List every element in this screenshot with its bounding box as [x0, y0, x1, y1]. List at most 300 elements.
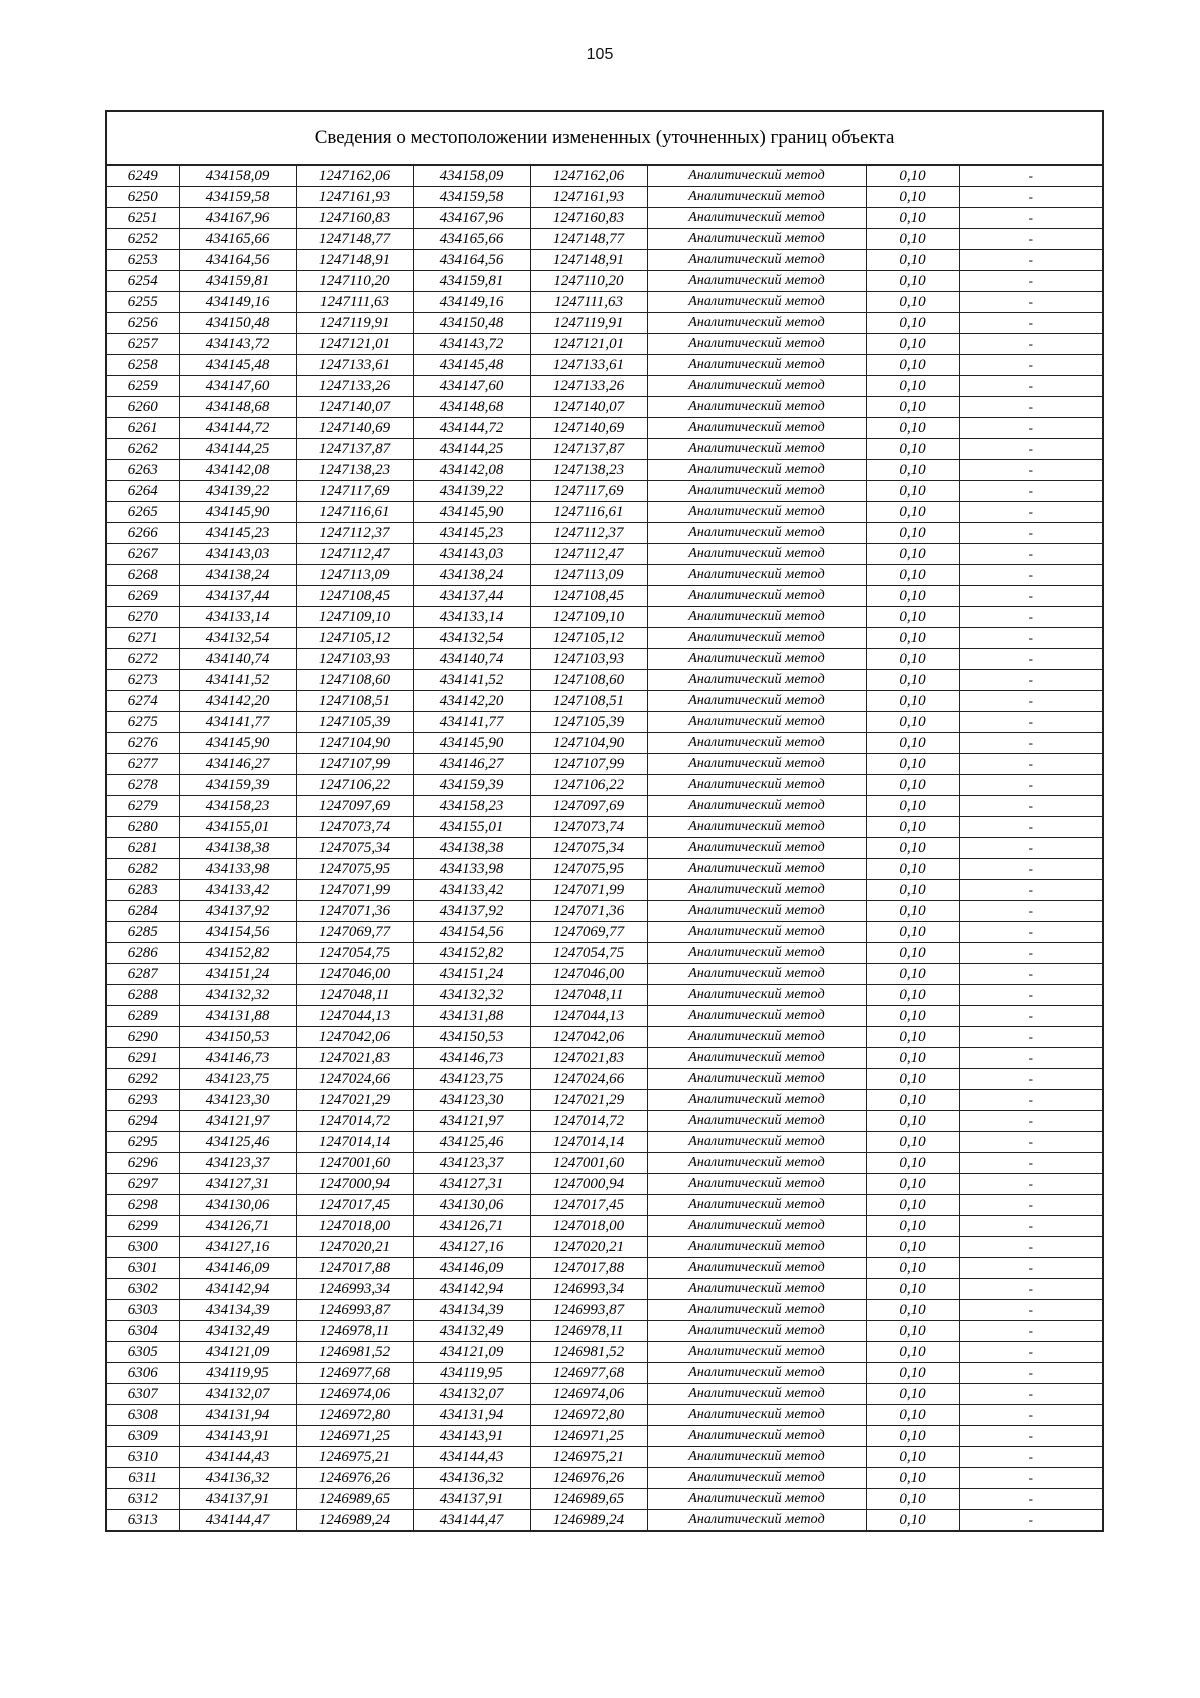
x-coordinate-old-cell: 434145,48: [179, 355, 296, 376]
y-coordinate-new-cell: 1247105,39: [530, 712, 647, 733]
accuracy-cell: 0,10: [866, 292, 959, 313]
note-cell: -: [959, 880, 1103, 901]
table-row: [106, 691, 1103, 712]
accuracy-cell: 0,10: [866, 376, 959, 397]
point-number-cell: 6268: [106, 565, 179, 586]
note-cell: -: [959, 187, 1103, 208]
y-coordinate-old-cell: 1247112,47: [296, 544, 413, 565]
point-number-cell: 6269: [106, 586, 179, 607]
x-coordinate-old-cell: 434119,95: [179, 1363, 296, 1384]
table-row: [106, 1069, 1103, 1090]
x-coordinate-new-cell: 434154,56: [413, 922, 530, 943]
table-row: [106, 1027, 1103, 1048]
accuracy-cell: 0,10: [866, 1405, 959, 1426]
x-coordinate-old-cell: 434146,27: [179, 754, 296, 775]
point-number-cell: 6282: [106, 859, 179, 880]
y-coordinate-new-cell: 1246993,87: [530, 1300, 647, 1321]
table-row: [106, 628, 1103, 649]
method-cell: Аналитический метод: [647, 1090, 866, 1111]
x-coordinate-old-cell: 434143,91: [179, 1426, 296, 1447]
point-number-cell: 6306: [106, 1363, 179, 1384]
method-cell: Аналитический метод: [647, 1216, 866, 1237]
method-cell: Аналитический метод: [647, 1405, 866, 1426]
y-coordinate-old-cell: 1247017,45: [296, 1195, 413, 1216]
point-number-cell: 6286: [106, 943, 179, 964]
method-cell: Аналитический метод: [647, 943, 866, 964]
note-cell: -: [959, 334, 1103, 355]
accuracy-cell: 0,10: [866, 607, 959, 628]
note-cell: -: [959, 460, 1103, 481]
y-coordinate-old-cell: 1247017,88: [296, 1258, 413, 1279]
method-cell: Аналитический метод: [647, 1363, 866, 1384]
x-coordinate-old-cell: 434132,32: [179, 985, 296, 1006]
table-row: [106, 439, 1103, 460]
x-coordinate-new-cell: 434159,81: [413, 271, 530, 292]
y-coordinate-old-cell: 1246989,65: [296, 1489, 413, 1510]
x-coordinate-new-cell: 434137,92: [413, 901, 530, 922]
note-cell: -: [959, 859, 1103, 880]
point-number-cell: 6295: [106, 1132, 179, 1153]
note-cell: -: [959, 355, 1103, 376]
point-number-cell: 6276: [106, 733, 179, 754]
x-coordinate-new-cell: 434151,24: [413, 964, 530, 985]
accuracy-cell: 0,10: [866, 565, 959, 586]
x-coordinate-old-cell: 434145,90: [179, 733, 296, 754]
y-coordinate-old-cell: 1246993,34: [296, 1279, 413, 1300]
x-coordinate-old-cell: 434127,16: [179, 1237, 296, 1258]
y-coordinate-new-cell: 1247133,26: [530, 376, 647, 397]
table-row: [106, 376, 1103, 397]
y-coordinate-new-cell: 1247106,22: [530, 775, 647, 796]
table-title: Сведения о местоположении измененных (уточненных) границ объекта: [106, 111, 1103, 165]
point-number-cell: 6266: [106, 523, 179, 544]
point-number-cell: 6257: [106, 334, 179, 355]
x-coordinate-old-cell: 434146,09: [179, 1258, 296, 1279]
x-coordinate-old-cell: 434133,98: [179, 859, 296, 880]
point-number-cell: 6313: [106, 1510, 179, 1532]
y-coordinate-old-cell: 1247097,69: [296, 796, 413, 817]
y-coordinate-old-cell: 1247073,74: [296, 817, 413, 838]
x-coordinate-new-cell: 434121,09: [413, 1342, 530, 1363]
x-coordinate-new-cell: 434144,72: [413, 418, 530, 439]
note-cell: -: [959, 1279, 1103, 1300]
table-row: [106, 649, 1103, 670]
x-coordinate-new-cell: 434140,74: [413, 649, 530, 670]
table-row: [106, 481, 1103, 502]
x-coordinate-new-cell: 434167,96: [413, 208, 530, 229]
x-coordinate-new-cell: 434134,39: [413, 1300, 530, 1321]
point-number-cell: 6293: [106, 1090, 179, 1111]
accuracy-cell: 0,10: [866, 712, 959, 733]
y-coordinate-new-cell: 1247148,77: [530, 229, 647, 250]
x-coordinate-old-cell: 434167,96: [179, 208, 296, 229]
x-coordinate-old-cell: 434136,32: [179, 1468, 296, 1489]
note-cell: -: [959, 1069, 1103, 1090]
point-number-cell: 6310: [106, 1447, 179, 1468]
y-coordinate-old-cell: 1247160,83: [296, 208, 413, 229]
table-row: [106, 460, 1103, 481]
y-coordinate-new-cell: 1247121,01: [530, 334, 647, 355]
y-coordinate-new-cell: 1247138,23: [530, 460, 647, 481]
table-row: [106, 1426, 1103, 1447]
method-cell: Аналитический метод: [647, 397, 866, 418]
note-cell: -: [959, 502, 1103, 523]
point-number-cell: 6258: [106, 355, 179, 376]
y-coordinate-old-cell: 1247110,20: [296, 271, 413, 292]
method-cell: Аналитический метод: [647, 292, 866, 313]
x-coordinate-new-cell: 434121,97: [413, 1111, 530, 1132]
method-cell: Аналитический метод: [647, 355, 866, 376]
x-coordinate-old-cell: 434121,09: [179, 1342, 296, 1363]
table-row: [106, 544, 1103, 565]
table-row: [106, 334, 1103, 355]
table-row: [106, 1090, 1103, 1111]
x-coordinate-new-cell: 434143,91: [413, 1426, 530, 1447]
x-coordinate-old-cell: 434130,06: [179, 1195, 296, 1216]
note-cell: -: [959, 1405, 1103, 1426]
note-cell: -: [959, 628, 1103, 649]
accuracy-cell: 0,10: [866, 165, 959, 187]
method-cell: Аналитический метод: [647, 985, 866, 1006]
table-row: [106, 838, 1103, 859]
note-cell: -: [959, 901, 1103, 922]
x-coordinate-new-cell: 434143,03: [413, 544, 530, 565]
x-coordinate-new-cell: 434148,68: [413, 397, 530, 418]
accuracy-cell: 0,10: [866, 439, 959, 460]
y-coordinate-new-cell: 1247108,51: [530, 691, 647, 712]
accuracy-cell: 0,10: [866, 502, 959, 523]
y-coordinate-new-cell: 1247014,14: [530, 1132, 647, 1153]
y-coordinate-new-cell: 1247140,07: [530, 397, 647, 418]
accuracy-cell: 0,10: [866, 313, 959, 334]
x-coordinate-old-cell: 434138,24: [179, 565, 296, 586]
method-cell: Аналитический метод: [647, 481, 866, 502]
point-number-cell: 6297: [106, 1174, 179, 1195]
table-row: [106, 1363, 1103, 1384]
y-coordinate-old-cell: 1247021,83: [296, 1048, 413, 1069]
x-coordinate-new-cell: 434143,72: [413, 334, 530, 355]
table-row: [106, 754, 1103, 775]
point-number-cell: 6300: [106, 1237, 179, 1258]
x-coordinate-new-cell: 434155,01: [413, 817, 530, 838]
note-cell: -: [959, 649, 1103, 670]
y-coordinate-new-cell: 1247103,93: [530, 649, 647, 670]
y-coordinate-new-cell: 1247119,91: [530, 313, 647, 334]
y-coordinate-new-cell: 1247021,83: [530, 1048, 647, 1069]
y-coordinate-new-cell: 1247044,13: [530, 1006, 647, 1027]
y-coordinate-new-cell: 1247105,12: [530, 628, 647, 649]
method-cell: Аналитический метод: [647, 880, 866, 901]
method-cell: Аналитический метод: [647, 586, 866, 607]
y-coordinate-new-cell: 1247110,20: [530, 271, 647, 292]
table-row: [106, 901, 1103, 922]
method-cell: Аналитический метод: [647, 1027, 866, 1048]
note-cell: -: [959, 775, 1103, 796]
method-cell: Аналитический метод: [647, 691, 866, 712]
method-cell: Аналитический метод: [647, 607, 866, 628]
y-coordinate-old-cell: 1247104,90: [296, 733, 413, 754]
point-number-cell: 6298: [106, 1195, 179, 1216]
point-number-cell: 6294: [106, 1111, 179, 1132]
y-coordinate-old-cell: 1247075,34: [296, 838, 413, 859]
y-coordinate-old-cell: 1247103,93: [296, 649, 413, 670]
y-coordinate-old-cell: 1247020,21: [296, 1237, 413, 1258]
y-coordinate-new-cell: 1247133,61: [530, 355, 647, 376]
y-coordinate-old-cell: 1246974,06: [296, 1384, 413, 1405]
note-cell: -: [959, 544, 1103, 565]
table-row: [106, 1153, 1103, 1174]
y-coordinate-new-cell: 1247140,69: [530, 418, 647, 439]
table-row: [106, 670, 1103, 691]
table-row: [106, 1195, 1103, 1216]
point-number-cell: 6250: [106, 187, 179, 208]
x-coordinate-new-cell: 434152,82: [413, 943, 530, 964]
method-cell: Аналитический метод: [647, 1111, 866, 1132]
y-coordinate-new-cell: 1247097,69: [530, 796, 647, 817]
x-coordinate-new-cell: 434138,24: [413, 565, 530, 586]
x-coordinate-new-cell: 434150,53: [413, 1027, 530, 1048]
table-row: [106, 1174, 1103, 1195]
table-row: [106, 1300, 1103, 1321]
note-cell: -: [959, 1384, 1103, 1405]
point-number-cell: 6304: [106, 1321, 179, 1342]
y-coordinate-new-cell: 1246972,80: [530, 1405, 647, 1426]
y-coordinate-old-cell: 1247140,07: [296, 397, 413, 418]
method-cell: Аналитический метод: [647, 523, 866, 544]
y-coordinate-new-cell: 1247112,37: [530, 523, 647, 544]
method-cell: Аналитический метод: [647, 1468, 866, 1489]
note-cell: -: [959, 985, 1103, 1006]
accuracy-cell: 0,10: [866, 1069, 959, 1090]
point-number-cell: 6288: [106, 985, 179, 1006]
point-number-cell: 6263: [106, 460, 179, 481]
accuracy-cell: 0,10: [866, 817, 959, 838]
x-coordinate-new-cell: 434144,43: [413, 1447, 530, 1468]
y-coordinate-new-cell: 1247001,60: [530, 1153, 647, 1174]
point-number-cell: 6265: [106, 502, 179, 523]
accuracy-cell: 0,10: [866, 1006, 959, 1027]
note-cell: -: [959, 586, 1103, 607]
accuracy-cell: 0,10: [866, 1174, 959, 1195]
table-row: [106, 775, 1103, 796]
table-row: [106, 1468, 1103, 1489]
x-coordinate-new-cell: 434132,49: [413, 1321, 530, 1342]
table-row: [106, 1111, 1103, 1132]
y-coordinate-old-cell: 1247138,23: [296, 460, 413, 481]
x-coordinate-new-cell: 434141,77: [413, 712, 530, 733]
x-coordinate-new-cell: 434133,42: [413, 880, 530, 901]
accuracy-cell: 0,10: [866, 985, 959, 1006]
x-coordinate-new-cell: 434133,14: [413, 607, 530, 628]
point-number-cell: 6305: [106, 1342, 179, 1363]
y-coordinate-new-cell: 1246989,24: [530, 1510, 647, 1532]
y-coordinate-new-cell: 1247069,77: [530, 922, 647, 943]
point-number-cell: 6259: [106, 376, 179, 397]
x-coordinate-old-cell: 434150,53: [179, 1027, 296, 1048]
y-coordinate-new-cell: 1247024,66: [530, 1069, 647, 1090]
note-cell: -: [959, 1153, 1103, 1174]
table-row: [106, 1489, 1103, 1510]
table-row: [106, 313, 1103, 334]
method-cell: Аналитический метод: [647, 439, 866, 460]
y-coordinate-new-cell: 1247137,87: [530, 439, 647, 460]
method-cell: Аналитический метод: [647, 649, 866, 670]
y-coordinate-new-cell: 1246976,26: [530, 1468, 647, 1489]
x-coordinate-old-cell: 434159,39: [179, 775, 296, 796]
method-cell: Аналитический метод: [647, 1447, 866, 1468]
note-cell: -: [959, 565, 1103, 586]
point-number-cell: 6307: [106, 1384, 179, 1405]
x-coordinate-old-cell: 434132,54: [179, 628, 296, 649]
x-coordinate-old-cell: 434137,44: [179, 586, 296, 607]
y-coordinate-old-cell: 1247000,94: [296, 1174, 413, 1195]
note-cell: -: [959, 1342, 1103, 1363]
table-row: [106, 1384, 1103, 1405]
note-cell: -: [959, 523, 1103, 544]
table-row: [106, 943, 1103, 964]
point-number-cell: 6252: [106, 229, 179, 250]
method-cell: Аналитический метод: [647, 1069, 866, 1090]
x-coordinate-new-cell: 434127,16: [413, 1237, 530, 1258]
point-number-cell: 6308: [106, 1405, 179, 1426]
y-coordinate-new-cell: 1247017,45: [530, 1195, 647, 1216]
y-coordinate-new-cell: 1247162,06: [530, 165, 647, 187]
x-coordinate-old-cell: 434131,94: [179, 1405, 296, 1426]
y-coordinate-old-cell: 1247112,37: [296, 523, 413, 544]
accuracy-cell: 0,10: [866, 859, 959, 880]
note-cell: -: [959, 1174, 1103, 1195]
accuracy-cell: 0,10: [866, 1132, 959, 1153]
y-coordinate-new-cell: 1247108,60: [530, 670, 647, 691]
accuracy-cell: 0,10: [866, 838, 959, 859]
y-coordinate-old-cell: 1247046,00: [296, 964, 413, 985]
x-coordinate-new-cell: 434137,91: [413, 1489, 530, 1510]
point-number-cell: 6279: [106, 796, 179, 817]
y-coordinate-new-cell: 1247148,91: [530, 250, 647, 271]
y-coordinate-old-cell: 1247162,06: [296, 165, 413, 187]
note-cell: -: [959, 1510, 1103, 1532]
table-row: [106, 1258, 1103, 1279]
note-cell: -: [959, 1216, 1103, 1237]
accuracy-cell: 0,10: [866, 1321, 959, 1342]
method-cell: Аналитический метод: [647, 544, 866, 565]
accuracy-cell: 0,10: [866, 481, 959, 502]
x-coordinate-old-cell: 434127,31: [179, 1174, 296, 1195]
note-cell: -: [959, 313, 1103, 334]
note-cell: -: [959, 691, 1103, 712]
accuracy-cell: 0,10: [866, 397, 959, 418]
y-coordinate-new-cell: 1247160,83: [530, 208, 647, 229]
x-coordinate-new-cell: 434144,47: [413, 1510, 530, 1532]
y-coordinate-new-cell: 1247017,88: [530, 1258, 647, 1279]
x-coordinate-old-cell: 434144,43: [179, 1447, 296, 1468]
y-coordinate-new-cell: 1247109,10: [530, 607, 647, 628]
y-coordinate-new-cell: 1247054,75: [530, 943, 647, 964]
point-number-cell: 6274: [106, 691, 179, 712]
x-coordinate-old-cell: 434133,42: [179, 880, 296, 901]
method-cell: Аналитический метод: [647, 1006, 866, 1027]
note-cell: -: [959, 1258, 1103, 1279]
point-number-cell: 6264: [106, 481, 179, 502]
accuracy-cell: 0,10: [866, 1090, 959, 1111]
point-number-cell: 6277: [106, 754, 179, 775]
table-row: [106, 1237, 1103, 1258]
x-coordinate-new-cell: 434144,25: [413, 439, 530, 460]
y-coordinate-old-cell: 1247107,99: [296, 754, 413, 775]
x-coordinate-old-cell: 434143,03: [179, 544, 296, 565]
method-cell: Аналитический метод: [647, 1153, 866, 1174]
table-row: [106, 1405, 1103, 1426]
table-row: [106, 712, 1103, 733]
accuracy-cell: 0,10: [866, 586, 959, 607]
accuracy-cell: 0,10: [866, 1489, 959, 1510]
x-coordinate-new-cell: 434147,60: [413, 376, 530, 397]
x-coordinate-old-cell: 434132,07: [179, 1384, 296, 1405]
accuracy-cell: 0,10: [866, 733, 959, 754]
method-cell: Аналитический метод: [647, 1048, 866, 1069]
x-coordinate-new-cell: 434127,31: [413, 1174, 530, 1195]
accuracy-cell: 0,10: [866, 1426, 959, 1447]
y-coordinate-old-cell: 1247048,11: [296, 985, 413, 1006]
y-coordinate-old-cell: 1246975,21: [296, 1447, 413, 1468]
table-row: [106, 733, 1103, 754]
note-cell: -: [959, 796, 1103, 817]
y-coordinate-old-cell: 1247113,09: [296, 565, 413, 586]
y-coordinate-new-cell: 1247018,00: [530, 1216, 647, 1237]
table-row: [106, 502, 1103, 523]
table-row: [106, 165, 1103, 187]
method-cell: Аналитический метод: [647, 1321, 866, 1342]
method-cell: Аналитический метод: [647, 1384, 866, 1405]
point-number-cell: 6291: [106, 1048, 179, 1069]
y-coordinate-new-cell: 1246977,68: [530, 1363, 647, 1384]
method-cell: Аналитический метод: [647, 250, 866, 271]
x-coordinate-old-cell: 434152,82: [179, 943, 296, 964]
method-cell: Аналитический метод: [647, 1510, 866, 1532]
note-cell: -: [959, 1195, 1103, 1216]
accuracy-cell: 0,10: [866, 460, 959, 481]
table-row: [106, 187, 1103, 208]
point-number-cell: 6292: [106, 1069, 179, 1090]
note-cell: -: [959, 1237, 1103, 1258]
x-coordinate-old-cell: 434137,91: [179, 1489, 296, 1510]
x-coordinate-old-cell: 434142,08: [179, 460, 296, 481]
y-coordinate-old-cell: 1247024,66: [296, 1069, 413, 1090]
y-coordinate-old-cell: 1247108,60: [296, 670, 413, 691]
accuracy-cell: 0,10: [866, 1300, 959, 1321]
accuracy-cell: 0,10: [866, 1279, 959, 1300]
y-coordinate-new-cell: 1247020,21: [530, 1237, 647, 1258]
x-coordinate-old-cell: 434132,49: [179, 1321, 296, 1342]
y-coordinate-old-cell: 1247108,45: [296, 586, 413, 607]
x-coordinate-new-cell: 434149,16: [413, 292, 530, 313]
note-cell: -: [959, 439, 1103, 460]
x-coordinate-old-cell: 434165,66: [179, 229, 296, 250]
y-coordinate-old-cell: 1247014,14: [296, 1132, 413, 1153]
point-number-cell: 6299: [106, 1216, 179, 1237]
x-coordinate-old-cell: 434150,48: [179, 313, 296, 334]
note-cell: -: [959, 1321, 1103, 1342]
table-row: [106, 397, 1103, 418]
point-number-cell: 6253: [106, 250, 179, 271]
y-coordinate-new-cell: 1247116,61: [530, 502, 647, 523]
x-coordinate-new-cell: 434125,46: [413, 1132, 530, 1153]
table-row: [106, 859, 1103, 880]
x-coordinate-new-cell: 434159,58: [413, 187, 530, 208]
point-number-cell: 6290: [106, 1027, 179, 1048]
point-number-cell: 6261: [106, 418, 179, 439]
x-coordinate-old-cell: 434151,24: [179, 964, 296, 985]
